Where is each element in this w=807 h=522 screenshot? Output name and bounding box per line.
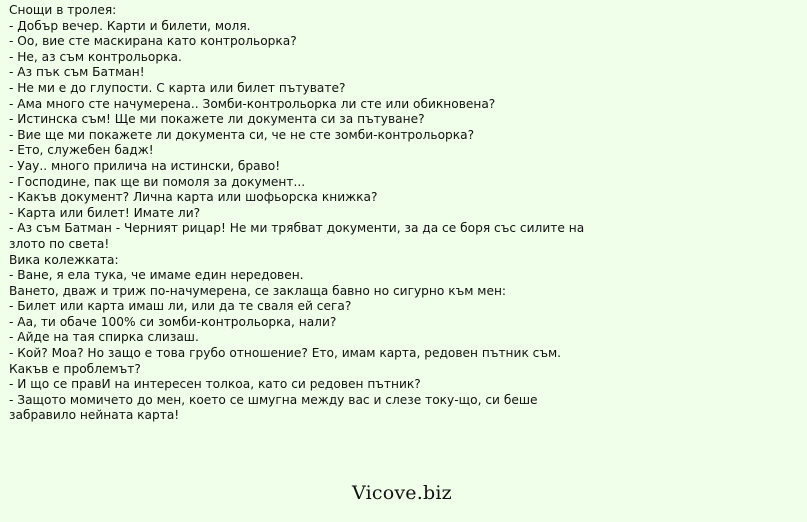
joke-line: - Аа, ти обаче 100% си зомби-контрольорка, нали? bbox=[9, 314, 337, 329]
joke-line: Вика колежката: bbox=[9, 252, 119, 267]
joke-line: - Не ми е до глупости. С карта или билет пътувате? bbox=[9, 80, 346, 95]
joke-line: - Добър вечер. Карти и билети, моля. bbox=[9, 18, 251, 33]
joke-line: - Ама много сте начумерена.. Зомби-контрольорка ли сте или обикновена? bbox=[9, 96, 496, 111]
joke-line: - Ване, я ела тука, че имаме един нередовен. bbox=[9, 268, 304, 283]
joke-line: - Уау.. много прилича на истински, браво! bbox=[9, 158, 281, 173]
joke-text bbox=[9, 3, 589, 424]
joke-line: - Аз съм Батман - Черният рицар! Не ми трябват документи, за да се боря със силите на злото по света! bbox=[9, 221, 589, 251]
joke-line: - Билет или карта имаш ли, или да те сваля ей сега? bbox=[9, 299, 352, 314]
joke-line: - Какъв документ? Лична карта или шофьорска книжка? bbox=[9, 190, 378, 205]
site-watermark: Vicove.biz bbox=[352, 482, 452, 504]
joke-line: - Не, аз съм контрольорка. bbox=[9, 49, 182, 64]
joke-line: - Вие ще ми покажете ли документа си, че не сте зомби-контрольорка? bbox=[9, 127, 475, 142]
joke-line: - Господине, пак ще ви помоля за документ... bbox=[9, 174, 306, 189]
joke-line: - Защото момичето до мен, което се шмугна между вас и слезе току-що, си беше забравило нейната карта! bbox=[9, 392, 542, 423]
joke-line: - И що се правИ на интересен толкоа, като си редовен пътник? bbox=[9, 377, 421, 392]
joke-line: Снощи в тролея: bbox=[9, 3, 117, 17]
joke-line: - Айде на тая спирка слизаш. bbox=[9, 330, 199, 345]
joke-line: - Аз пък съм Батман! bbox=[9, 65, 145, 80]
joke-line: - Оо, вие сте маскирана като контрольорка? bbox=[9, 34, 297, 49]
joke-line: - Ето, служебен бадж! bbox=[9, 143, 154, 158]
joke-line: - Истинска съм! Ще ми покажете ли документа си за пътуване? bbox=[9, 112, 425, 127]
joke-line: - Кой? Моа? Но защо е това грубо отношение? Ето, имам карта, редовен пътник съм. Какъв е проблемът? bbox=[9, 346, 565, 376]
joke-line: Ването, дваж и триж по-начумерена, се заклаща бавно но сигурно към мен: bbox=[9, 283, 507, 298]
joke-line: - Карта или билет! Имате ли? bbox=[9, 205, 201, 220]
